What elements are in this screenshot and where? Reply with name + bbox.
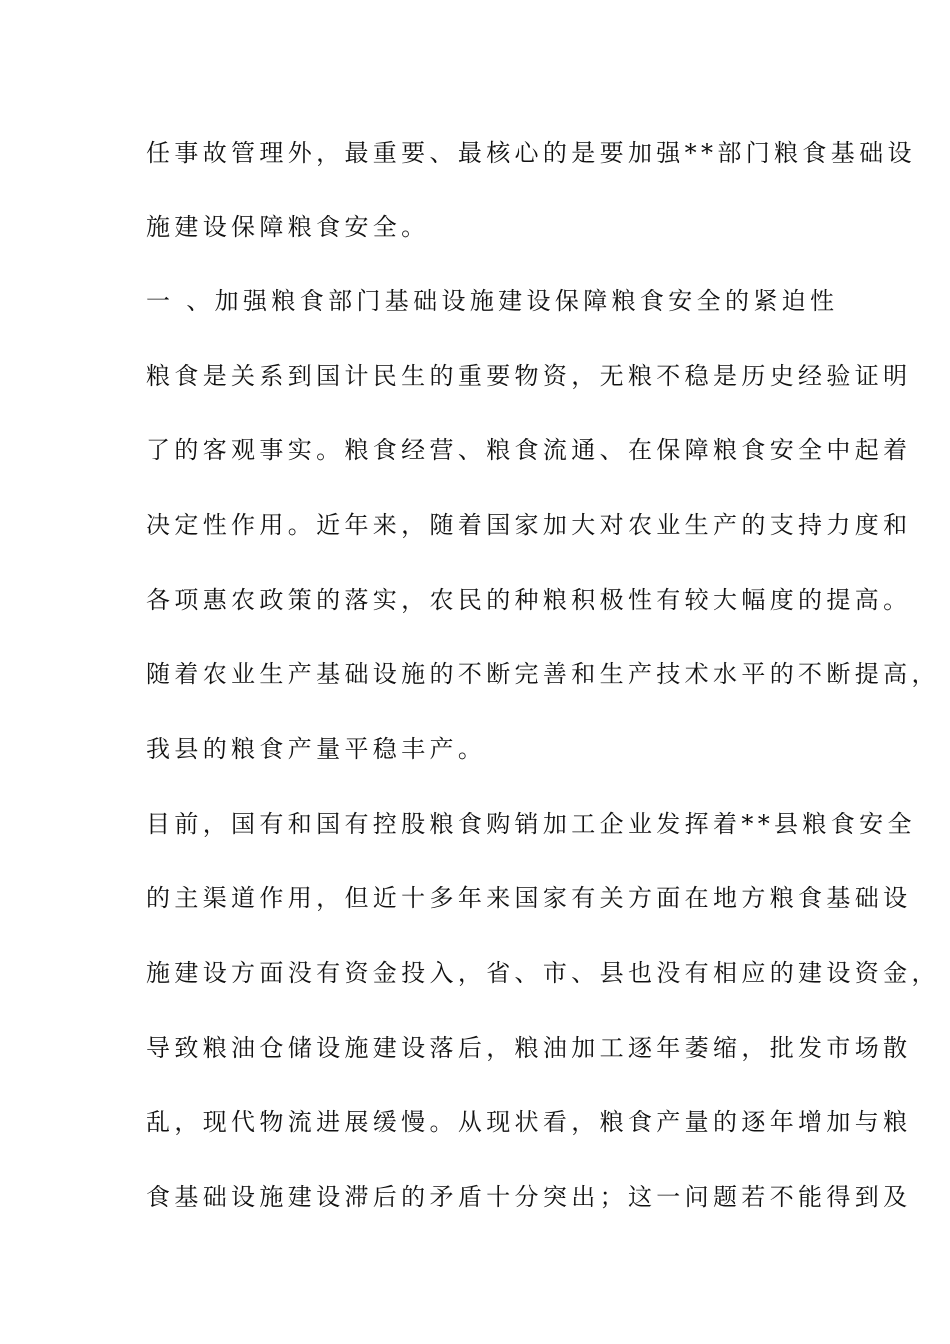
paragraph-line: 粮食是关系到国计民生的重要物资，无粮不稳是历史经验证明 xyxy=(146,362,912,390)
paragraph-line: 任事故管理外，最重要、最核心的是要加强**部门粮食基础设 xyxy=(146,139,916,167)
paragraph-line: 食基础设施建设滞后的矛盾十分突出；这一问题若不能得到及 xyxy=(146,1183,912,1211)
paragraph-line: 施建设方面没有资金投入，省、市、县也没有相应的建设资金， xyxy=(146,959,940,987)
section-heading: 一 、加强粮食部门基础设施建设保障粮食安全的紧迫性 xyxy=(146,287,839,315)
paragraph-line: 了的客观事实。粮食经营、粮食流通、在保障粮食安全中起着 xyxy=(146,436,912,464)
paragraph-line: 目前，国有和国有控股粮食购销加工企业发挥着**县粮食安全 xyxy=(146,810,916,838)
paragraph-line: 乱，现代物流进展缓慢。从现状看，粮食产量的逐年增加与粮 xyxy=(146,1108,912,1136)
paragraph-line: 的主渠道作用，但近十多年来国家有关方面在地方粮食基础设 xyxy=(146,884,912,912)
paragraph-line: 我县的粮食产量平稳丰产。 xyxy=(146,735,487,763)
paragraph-line: 施建设保障粮食安全。 xyxy=(146,213,430,241)
paragraph-line: 随着农业生产基础设施的不断完善和生产技术水平的不断提高， xyxy=(146,660,940,688)
paragraph-line: 决定性作用。近年来，随着国家加大对农业生产的支持力度和 xyxy=(146,511,912,539)
paragraph-line: 导致粮油仓储设施建设落后，粮油加工逐年萎缩，批发市场散 xyxy=(146,1034,912,1062)
paragraph-line: 各项惠农政策的落实，农民的种粮积极性有较大幅度的提高。 xyxy=(146,586,912,614)
